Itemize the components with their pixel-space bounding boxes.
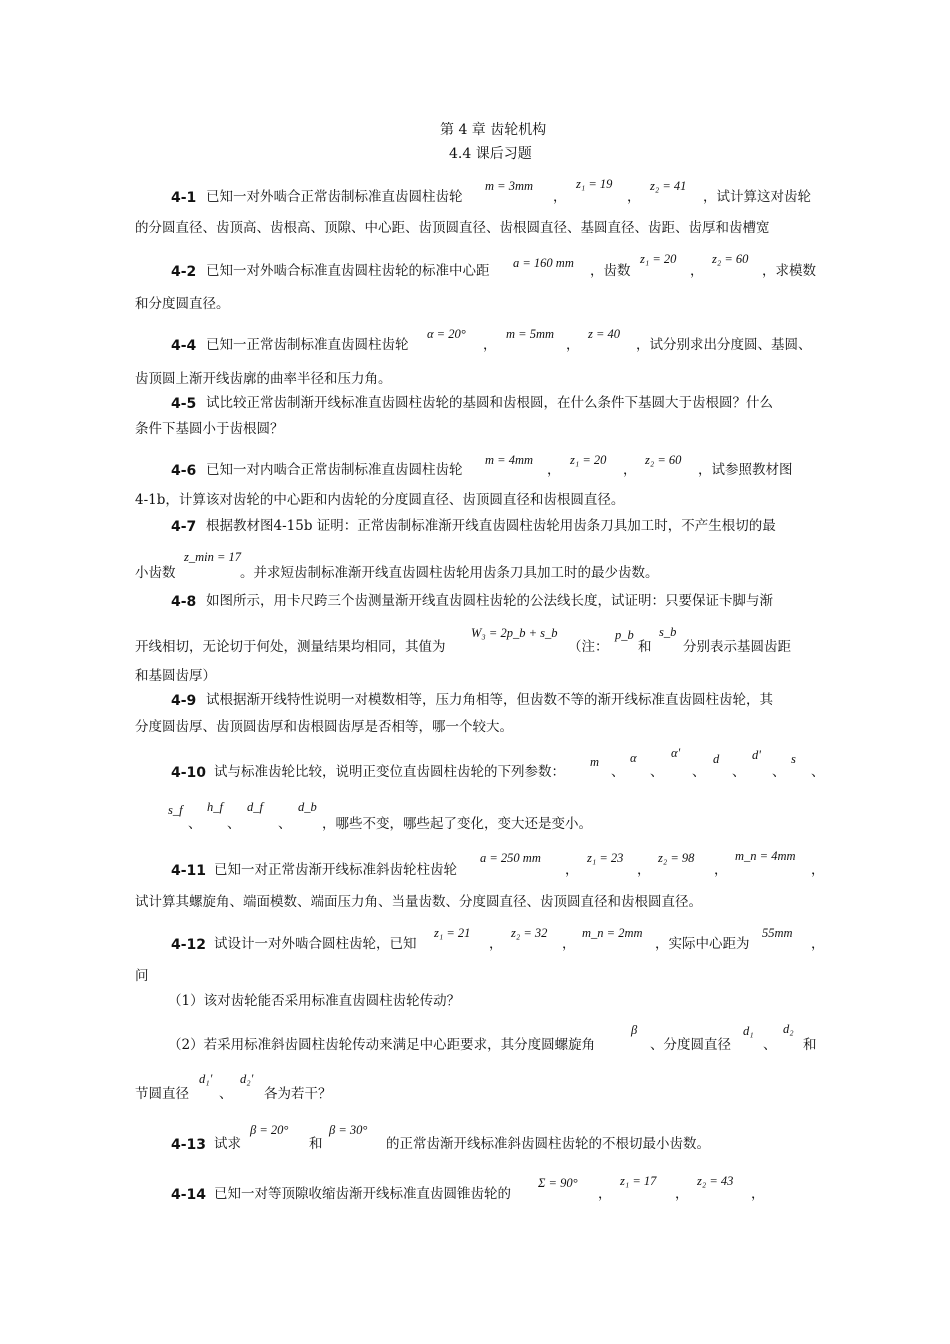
problem-text: 小齿数 [135, 565, 176, 581]
punct: ， [565, 862, 579, 878]
formula: z₂ = 98 [658, 851, 695, 865]
problem-text: 齿顶圆上渐开线齿廓的曲率半径和压力角。 [135, 371, 392, 387]
problem-number: 4-14 [171, 1187, 207, 1203]
punct: ， [562, 936, 576, 952]
problem-text: 已知一对正常齿渐开线标准斜齿轮柱齿轮 [214, 862, 457, 878]
formula: z₂ = 32 [511, 926, 548, 940]
problem-text: 分度圆齿厚、齿顶圆齿厚和齿根圆齿厚是否相等，哪一个较大。 [135, 719, 513, 735]
formula: z₁ = 19 [576, 177, 613, 191]
symbol: s_f [168, 803, 183, 817]
problem-text: 试与标准齿轮比较，说明正变位直齿圆柱齿轮的下列参数： [214, 764, 565, 780]
problem-text: 根据教材图4-15b 证明：正常齿制标准渐开线直齿圆柱齿轮用齿条刀具加工时，不产生根切的最 [206, 518, 776, 534]
punct: 、 [611, 764, 625, 780]
symbol: m [590, 755, 600, 769]
punct: 、 [650, 764, 664, 780]
problem-text: 如图所示，用卡尺跨三个齿测量渐开线直齿圆柱齿轮的公法线长度，试证明：只要保证卡脚与渐 [206, 593, 773, 609]
problem-text: 已知一对内啮合正常齿制标准直齿圆柱齿轮 [206, 462, 463, 478]
problem-text: ，试参照教材图 [698, 462, 793, 478]
formula: m = 5mm [506, 327, 555, 341]
formula: z_min = 17 [184, 550, 242, 564]
formula: m_n = 2mm [582, 926, 643, 940]
problem-text: 和分度圆直径。 [135, 296, 230, 312]
formula: m = 3mm [485, 179, 534, 193]
formula: z = 40 [588, 327, 621, 341]
formula: z₁ = 20 [640, 252, 677, 266]
formula: z₂ = 60 [712, 252, 749, 266]
problem-text: 试比较正常齿制渐开线标准直齿圆柱齿轮的基圆和齿根圆，在什么条件下基圆大于齿根圆？什么 [206, 395, 773, 411]
problem-text: 各为若干？ [264, 1086, 332, 1102]
problem-text: 开线相切，无论切于何处，测量结果均相同，其值为 [135, 639, 446, 655]
formula: m_n = 4mm [735, 849, 796, 863]
problem-text: 节圆直径 [135, 1086, 189, 1102]
formula: β = 30° [329, 1123, 368, 1137]
problem-text: 试根据渐开线特性说明一对模数相等，压力角相等，但齿数不等的渐开线标准直齿圆柱齿轮，其 [206, 692, 773, 708]
chapter-title: 第 4 章 齿轮机构 [440, 122, 547, 138]
punct: ， [675, 1186, 689, 1202]
problem-number: 4-4 [171, 338, 197, 354]
problem-text: ，求模数 [762, 263, 816, 279]
symbol: d' [752, 748, 761, 762]
problem-text: 已知一正常齿制标准直齿圆柱齿轮 [206, 337, 409, 353]
formula: m = 4mm [485, 453, 534, 467]
punct: ， [627, 189, 641, 205]
problem-text: 和 [803, 1037, 817, 1053]
subquestion: （1）该对齿轮能否采用标准直齿圆柱齿轮传动？ [168, 993, 461, 1009]
symbol: α [630, 751, 637, 765]
punct: ， [751, 1186, 765, 1202]
problem-number: 4-9 [171, 693, 197, 709]
problem-text: 和基圆齿厚） [135, 668, 216, 684]
formula: Σ = 90° [538, 1176, 578, 1190]
punct: 、 [692, 764, 706, 780]
formula: α = 20° [427, 327, 466, 341]
problem-text: 已知一对外啮合正常齿制标准直齿圆柱齿轮 [206, 189, 463, 205]
punct: ， [489, 936, 503, 952]
punct: ， [637, 862, 651, 878]
section-title: 4.4 课后习题 [449, 146, 532, 162]
punct: ， [623, 462, 637, 478]
problem-text: 和 [638, 639, 652, 655]
problem-text: ，实际中心距为 [655, 936, 750, 952]
problem-number: 4-12 [171, 937, 207, 953]
problem-number: 4-10 [171, 765, 207, 781]
problem-number: 4-11 [171, 863, 207, 879]
problem-text: 。并求短齿制标准渐开线直齿圆柱齿轮用齿条刀具加工时的最少齿数。 [240, 565, 659, 581]
problem-text: ，齿数 [590, 263, 631, 279]
symbol: d₂' [240, 1072, 254, 1086]
punct: 、 [188, 816, 202, 832]
punct: 、 [227, 816, 241, 832]
formula: z₂ = 41 [650, 179, 687, 193]
problem-text: 试求 [214, 1136, 241, 1152]
formula: p_b [615, 628, 634, 642]
symbol: d₁ [743, 1024, 754, 1038]
problem-text: 4-1b，计算该对齿轮的中心距和内齿轮的分度圆直径、齿顶圆直径和齿根圆直径。 [135, 492, 625, 508]
formula: a = 160 mm [513, 256, 574, 270]
punct: ， [690, 263, 704, 279]
punct: 、 [763, 1037, 777, 1053]
formula: W₃ = 2p_b + s_b [471, 626, 558, 640]
problem-text: 已知一对等顶隙收缩齿渐开线标准直齿圆锥齿轮的 [214, 1186, 511, 1202]
problem-number: 4-2 [171, 264, 197, 280]
problem-text: 试计算其螺旋角、端面模数、端面压力角、当量齿数、分度圆直径、齿顶圆直径和齿根圆直径。 [135, 894, 702, 910]
problem-number: 4-13 [171, 1137, 207, 1153]
problem-text: 的正常齿渐开线标准斜齿圆柱齿轮的不根切最小齿数。 [386, 1136, 710, 1152]
symbol: d₂ [783, 1022, 794, 1036]
symbol: β [631, 1023, 638, 1037]
problem-number: 4-5 [171, 396, 197, 412]
problem-text: 试设计一对外啮合圆柱齿轮，已知 [214, 936, 417, 952]
punct: ， [547, 462, 561, 478]
symbol: d [713, 752, 720, 766]
symbol: d₁' [199, 1072, 213, 1086]
formula: z₁ = 17 [620, 1174, 657, 1188]
formula: s_b [659, 625, 677, 639]
punct: 、 [811, 764, 825, 780]
formula: a = 250 mm [480, 851, 541, 865]
problem-text: 分别表示基圆齿距 [683, 639, 791, 655]
punct: ， [714, 862, 728, 878]
punct: 、 [732, 764, 746, 780]
symbol: d_b [298, 800, 317, 814]
problem-text: 已知一对外啮合标准直齿圆柱齿轮的标准中心距 [206, 263, 490, 279]
problem-text: （注： [568, 639, 609, 655]
symbol: h_f [207, 800, 223, 814]
problem-text: 、分度圆直径 [650, 1037, 731, 1053]
problem-number: 4-8 [171, 594, 197, 610]
formula: z₁ = 23 [587, 851, 624, 865]
problem-text: ，试计算这对齿轮 [703, 189, 811, 205]
formula: β = 20° [250, 1123, 289, 1137]
problem-text: 条件下基圆小于齿根圆？ [135, 421, 284, 437]
symbol: d_f [247, 800, 263, 814]
punct: ， [566, 337, 580, 353]
punct: ， [553, 189, 567, 205]
formula: z₂ = 60 [645, 453, 682, 467]
problem-text: ，哪些不变，哪些起了变化，变大还是变小。 [322, 816, 592, 832]
punct: 、 [772, 764, 786, 780]
problem-text: 的分圆直径、齿顶高、齿根高、顶隙、中心距、齿顶圆直径、齿根圆直径、基圆直径、齿距、齿厚和齿槽宽 [135, 220, 770, 236]
punct: ， [483, 337, 497, 353]
problem-number: 4-1 [171, 190, 197, 206]
formula: z₁ = 21 [434, 926, 471, 940]
punct: ， [811, 862, 825, 878]
formula: 55mm [762, 926, 793, 940]
punct: 、 [278, 816, 292, 832]
problem-text: ，试分别求出分度圆、基圆、 [636, 337, 812, 353]
problem-number: 4-6 [171, 463, 197, 479]
symbol: s [791, 752, 796, 766]
problem-number: 4-7 [171, 519, 197, 535]
punct: ， [811, 936, 825, 952]
punct: ， [598, 1186, 612, 1202]
formula: z₂ = 43 [697, 1174, 734, 1188]
punct: 、 [219, 1086, 233, 1102]
symbol: α' [671, 746, 681, 760]
formula: z₁ = 20 [570, 453, 607, 467]
problem-text: 问 [135, 968, 149, 984]
problem-text: 和 [309, 1136, 323, 1152]
subquestion: （2）若采用标准斜齿圆柱齿轮传动来满足中心距要求，其分度圆螺旋角 [168, 1037, 596, 1053]
